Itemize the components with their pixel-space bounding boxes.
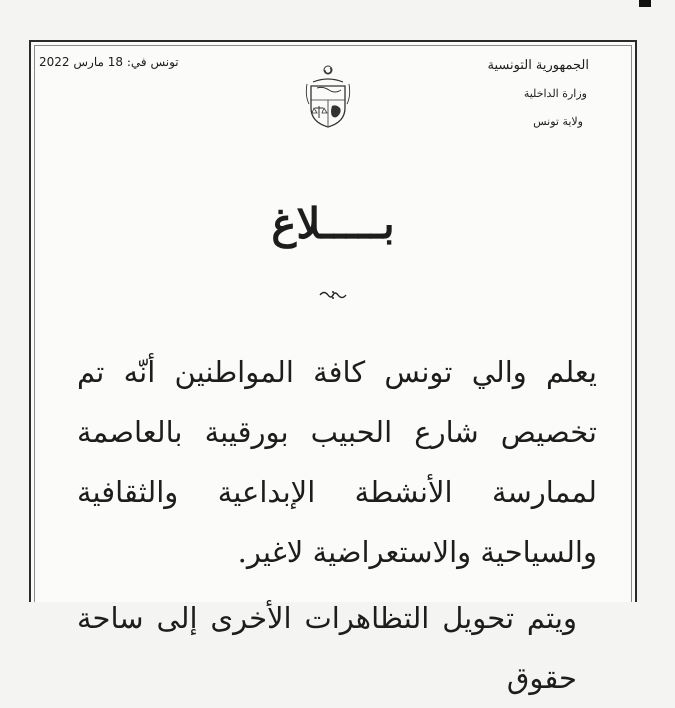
date-prefix: تونس في:: [126, 55, 179, 69]
republic-label: الجمهورية التونسية: [487, 58, 589, 73]
date-month: مارس: [73, 55, 104, 69]
flourish-divider-icon: [319, 288, 347, 302]
governorate-label: ولاية تونس: [533, 115, 583, 128]
body-paragraph: يعلم والي تونس كافة المواطنين أنّه تم تخصيص شارع الحبيب بورقيبة بالعاصمة لممارسة الأنشطة الإبداعية والثقافية والسياحية والاستعراضية لاغير.: [77, 355, 597, 569]
issuer-header: [487, 52, 589, 136]
date-line: [39, 55, 179, 69]
document-page: [29, 40, 637, 695]
announcement-body: [77, 342, 597, 708]
corner-mark: [639, 0, 651, 7]
date-day: 18: [107, 55, 124, 69]
body-paragraph: ويتم تحويل التظاهرات الأخرى إلى ساحة حقوق: [77, 601, 577, 695]
coat-of-arms-icon: [303, 64, 353, 130]
date-year: 2022: [39, 55, 70, 69]
ministry-label: وزارة الداخلية: [523, 87, 587, 100]
announcement-title: بـــــلاغ: [271, 199, 395, 248]
